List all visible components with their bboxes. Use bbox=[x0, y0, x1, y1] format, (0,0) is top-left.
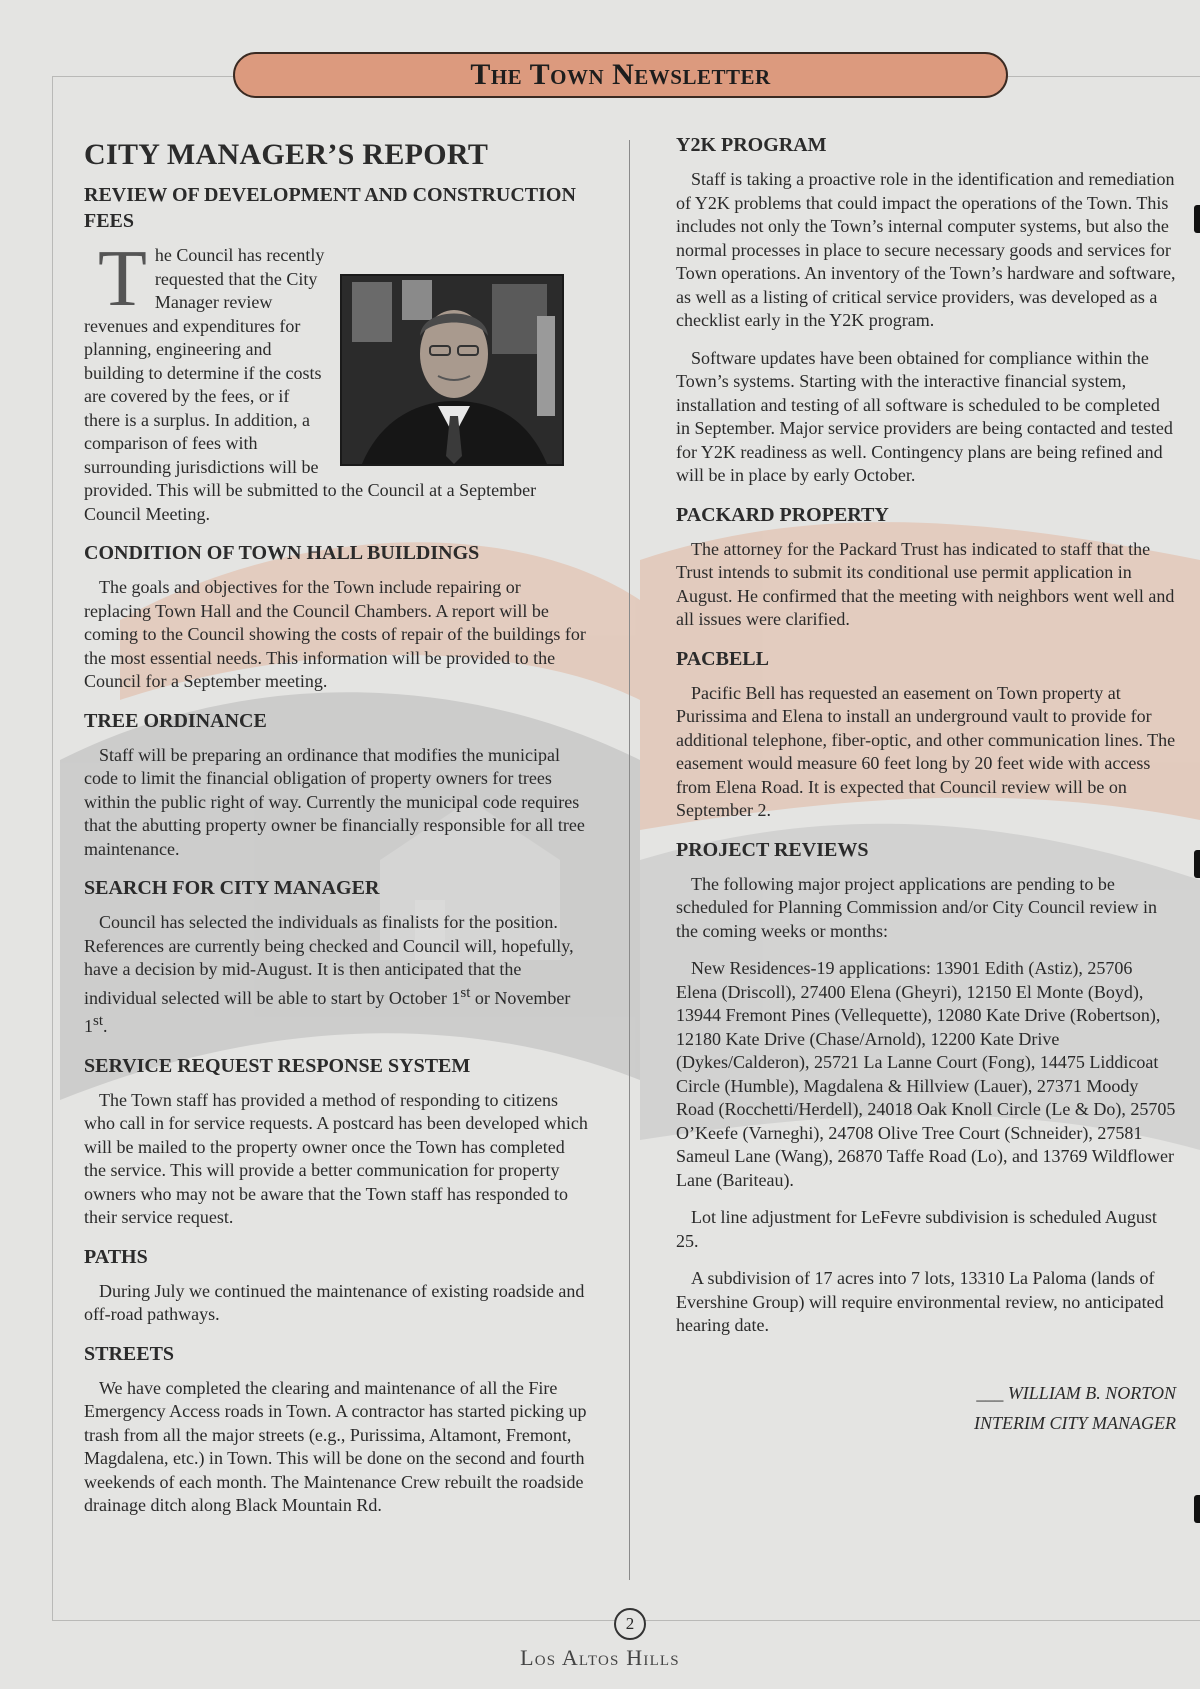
section-search-city-manager bbox=[84, 875, 590, 1039]
newsletter-title: The Town Newsletter bbox=[470, 58, 771, 91]
section-fees bbox=[84, 182, 590, 526]
binder-edge-mark bbox=[1194, 205, 1200, 233]
section-pacbell bbox=[676, 646, 1176, 823]
section-paths bbox=[84, 1244, 590, 1327]
section-town-hall bbox=[84, 540, 590, 694]
search-body-end: . bbox=[103, 1016, 108, 1036]
section-y2k bbox=[676, 132, 1176, 488]
section-project-reviews bbox=[676, 837, 1176, 1338]
signature-block bbox=[676, 1378, 1176, 1438]
projects-paragraph-2: New Residences-19 applications: 13901 Edith (Astiz), 25706 Elena (Driscoll), 27400 Elena (Gheyri), 12150 El Monte (Boyd), 13944 Fremont Pines (Vellequette), 12080 Kate Drive (Robertson), 12180 Kate Drive (Chase/Arnold), 12200 Kate Drive (Dykes/Calderon), 25721 La Lanne Court (Fong), 14475 Liddicoat Circle (Humble), Magdalena & Hillview (Lauer), 27371 Moody Road (Rocchetti/Herdell), 24018 Oak Knoll Circle (Le & Do), 25705 O’Keefe (Varneghi), 24708 Olive Tree Court (Schneider), 27581 Sameul Lane (Wang), 26870 Taffe Road (Lo), and 13769 Wildflower Lane (Bariteau). bbox=[676, 958, 1176, 1190]
ordinal-suffix: st bbox=[460, 984, 471, 1001]
streets-body: We have completed the clearing and maintenance of all the Fire Emergency Access roads in Town. A contractor has started picking up trash from all the major streets (e.g., Purissima, Altamont, Fremont, Magdalena, etc.) in Town. This will be done on the second and fourth weekends of each month. The Maintenance Crew rebuilt the roadside drainage ditch along Black Mountain Rd. bbox=[84, 1377, 587, 1515]
town-hall-body: The goals and objectives for the Town include repairing or replacing Town Hall and the Council Chambers. A report will be coming to the Council showing the costs of repair of the buildings for the most essential needs. This information will be provided to the Council for a September meeting. bbox=[84, 577, 586, 691]
service-body: The Town staff has provided a method of responding to citizens who call in for service requests. A postcard has been developed which will be mailed to the property owner once the Town has completed the service. This will provide a better communication for property owners who may not be aware that the Town staff has responded to their service request. bbox=[84, 1089, 588, 1227]
footer-town-name: Los Altos Hills bbox=[520, 1645, 680, 1670]
section-heading: PROJECT REVIEWS bbox=[676, 838, 869, 861]
section-tree-ordinance bbox=[84, 708, 590, 862]
search-body-mid: or November 1 bbox=[84, 987, 571, 1036]
section-heading: SEARCH FOR CITY MANAGER bbox=[84, 877, 380, 899]
section-packard-property bbox=[676, 502, 1176, 632]
section-heading: CONDITION OF TOWN HALL BUILDINGS bbox=[84, 542, 480, 564]
report-title: CITY MANAGER’S REPORT bbox=[84, 138, 489, 171]
section-heading: Y2K PROGRAM bbox=[676, 134, 827, 156]
section-heading: PATHS bbox=[84, 1245, 148, 1268]
right-column bbox=[676, 132, 1176, 1438]
ordinal-suffix: st bbox=[93, 1013, 104, 1029]
binder-edge-mark bbox=[1194, 1495, 1200, 1523]
projects-paragraph-3: Lot line adjustment for LeFevre subdivision is scheduled August 25. bbox=[676, 1207, 1157, 1251]
pacbell-body: Pacific Bell has requested an easement on Town property at Purissima and Elena to install an underground vault to provide for additional telephone, fiber-optic, and other communication lines. The easement would measure 60 feet long by 20 feet wide with access from Elena Road. It is expected that Council review will be on September 2. bbox=[676, 682, 1176, 820]
fees-body: he Council has recently requested that the City Manager review revenues and expenditures for planning, engineering and building to determine if the costs are covered by the fees, or if there is a surplus. In addition, a comparison of fees with surrounding jurisdictions will be provided. This will be submitted to the Council at a September Council Meeting. bbox=[84, 245, 537, 524]
signature-name: ___ WILLIAM B. NORTON bbox=[976, 1382, 1176, 1403]
section-service-request bbox=[84, 1053, 590, 1230]
newsletter-banner bbox=[233, 52, 1008, 98]
drop-cap: T bbox=[98, 235, 147, 323]
signature-title: INTERIM CITY MANAGER bbox=[974, 1412, 1176, 1433]
packard-body: The attorney for the Packard Trust has indicated to staff that the Trust intends to submit its conditional use permit application in August. He confirmed that the meeting with neighbors went well and all issues were clarified. bbox=[676, 538, 1175, 629]
section-heading: STREETS bbox=[84, 1342, 175, 1365]
section-heading: REVIEW OF DEVELOPMENT AND CONSTRUCTION FEES bbox=[84, 184, 576, 232]
section-heading: PACKARD PROPERTY bbox=[676, 503, 889, 526]
search-body bbox=[84, 911, 590, 1039]
section-heading: SERVICE REQUEST RESPONSE SYSTEM bbox=[84, 1054, 471, 1077]
city-manager-photo bbox=[340, 274, 564, 466]
frame-rule-top-left bbox=[52, 76, 234, 77]
projects-paragraph-1: The following major project applications are pending to be scheduled for Planning Commission and/or City Council review in the coming weeks or months: bbox=[676, 873, 1157, 941]
binder-edge-mark bbox=[1194, 850, 1200, 878]
left-column bbox=[84, 132, 590, 1532]
column-divider bbox=[629, 140, 630, 1580]
frame-rule-top-right bbox=[1008, 76, 1200, 77]
paths-body: During July we continued the maintenance of existing roadside and off-road pathways. bbox=[84, 1280, 585, 1324]
section-heading: PACBELL bbox=[676, 647, 769, 670]
projects-paragraph-4: A subdivision of 17 acres into 7 lots, 13310 La Paloma (lands of Evershine Group) will require environmental review, no anticipated hearing date. bbox=[676, 1268, 1164, 1335]
frame-rule-left bbox=[52, 76, 53, 1621]
tree-body: Staff will be preparing an ordinance that modifies the municipal code to limit the financial obligation of property owners for trees within the public right of way. Currently the municipal code requires that the abutting property owner be financially responsible for all tree maintenance. bbox=[84, 744, 585, 859]
section-heading: TREE ORDINANCE bbox=[84, 709, 267, 732]
page-number: 2 bbox=[614, 1608, 646, 1640]
y2k-paragraph-2: Software updates have been obtained for compliance within the Town’s systems. Starting with the interactive financial system, installation and testing of all software is scheduled to be completed in September. Major service providers are being contacted and tested for Y2K readiness as well. Contingency plans are being refined and will be in place by early October. bbox=[676, 347, 1173, 485]
search-body-text: Council has selected the individuals as finalists for the position. References are currently being checked and Council will, hopefully, have a decision by mid-August. It is then anticipated that the individual selected will be able to start by October 1 bbox=[84, 912, 574, 1008]
y2k-paragraph-1: Staff is taking a proactive role in the identification and remediation of Y2K problems that could impact the operations of the Town. This includes not only the Town’s internal computer systems, but also the normal processes in place to secure necessary goods and services for Town operations. An inventory of the Town’s hardware and software, as well as a listing of critical service providers, was developed as a checklist early in the Y2K program. bbox=[676, 169, 1176, 330]
section-streets bbox=[84, 1341, 590, 1518]
